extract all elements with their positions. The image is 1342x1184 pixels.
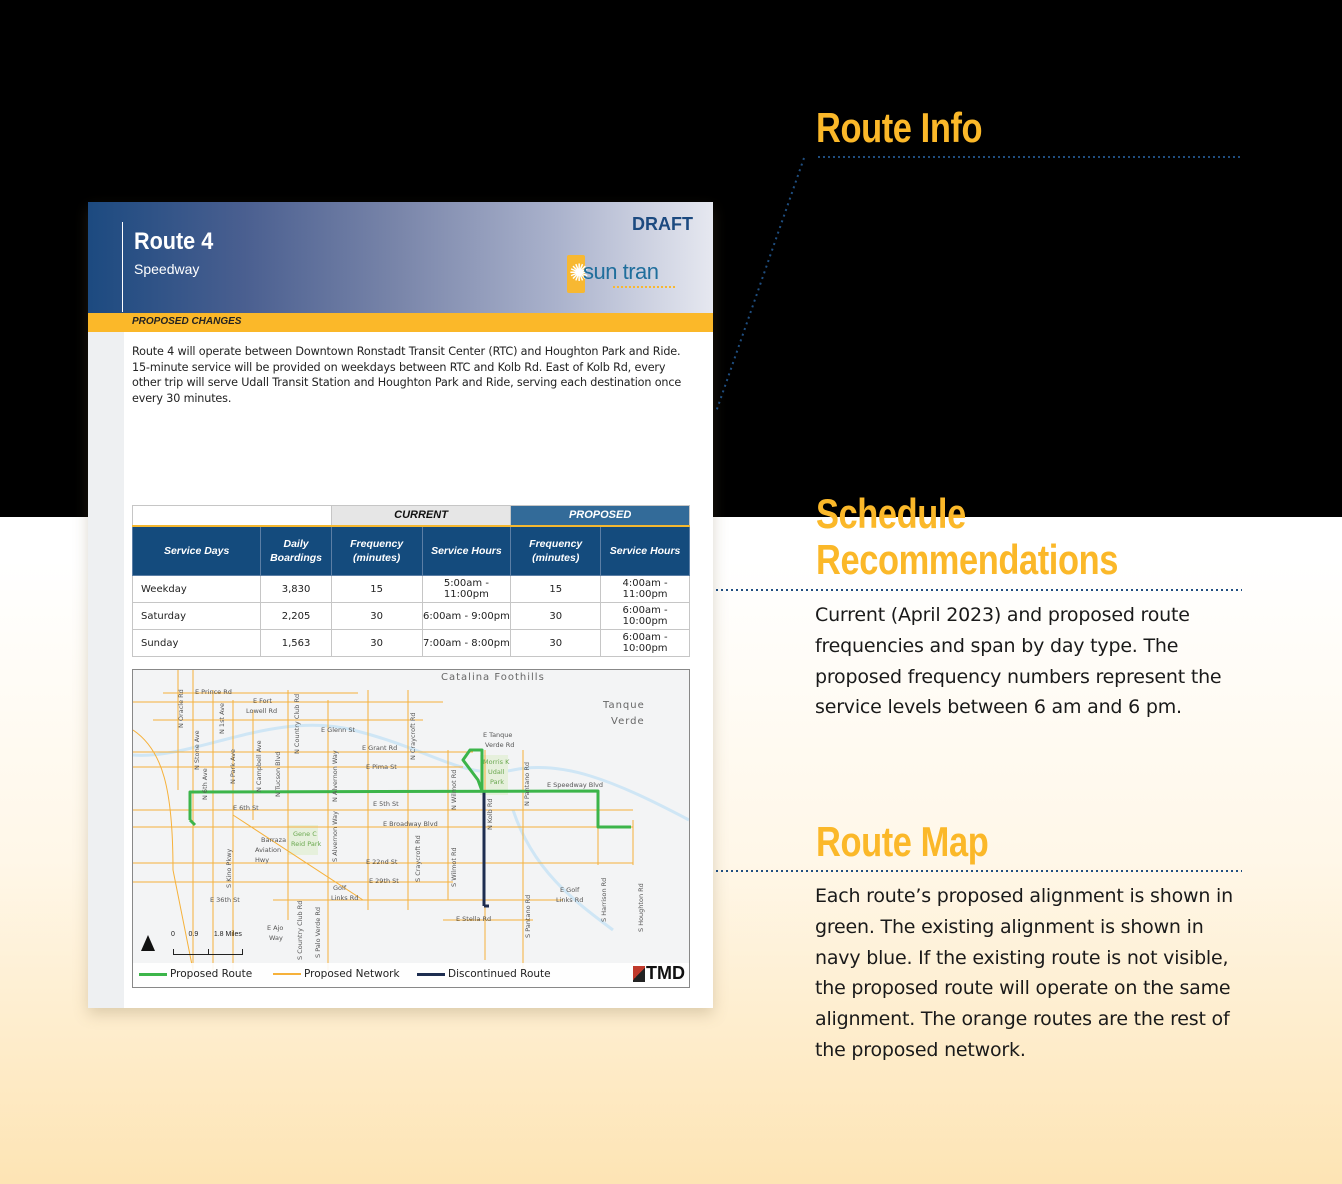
- area-label: Catalina Foothills: [441, 672, 545, 683]
- street-label: S Wilmot Rd: [450, 847, 458, 887]
- route-map: [132, 669, 690, 988]
- route-title: Route 4: [134, 228, 214, 255]
- street-label: N Pantano Rd: [523, 762, 531, 806]
- group-current: CURRENT: [331, 506, 510, 526]
- park-label: Reid Park: [291, 840, 322, 848]
- cell: 15: [511, 576, 601, 603]
- route-description: Route 4 will operate between Downtown Ronstadt Transit Center (RTC) and Houghton Park and Ride. 15-minute service will be provided on weekdays between RTC and Kolb Rd. East of Kolb Rd, every other trip will serve Udall Transit Station and Houghton Park and Ride, serving each destination once every 30 minutes.: [132, 345, 682, 405]
- cell: 1,563: [261, 630, 332, 657]
- street-label: N Alvernon Way: [331, 750, 339, 802]
- col-service-days: Service Days: [133, 526, 261, 576]
- street-label: E 22nd St: [366, 858, 398, 866]
- cell: 3,830: [261, 576, 332, 603]
- route-subtitle: Speedway: [134, 261, 200, 277]
- street-label: E Golf: [560, 886, 580, 894]
- area-label: Verde: [611, 716, 645, 727]
- cell: 5:00am - 11:00pm: [422, 576, 511, 603]
- street-label: S Palo Verde Rd: [314, 907, 322, 958]
- park-label: Gene C: [293, 830, 317, 838]
- cell: 6:00am - 9:00pm: [422, 603, 511, 630]
- tmd-mark-icon: [633, 966, 645, 982]
- table-row: [133, 603, 690, 630]
- legend-swatch: [139, 973, 167, 976]
- street-label: N 1st Ave: [218, 703, 226, 734]
- street-label: E 36th St: [210, 896, 240, 904]
- street-label: N Campbell Ave: [255, 740, 263, 792]
- tmd-logo: TMD: [633, 963, 685, 984]
- cell: 6:00am - 10:00pm: [601, 630, 690, 657]
- col-proposed-hours: Service Hours: [601, 526, 690, 576]
- street-label: Lowell Rd: [246, 707, 278, 715]
- street-label: Hwy: [255, 856, 270, 864]
- legend-proposed-route: Proposed Route: [139, 968, 252, 980]
- col-proposed-frequency: Frequency (minutes): [511, 526, 601, 576]
- street-label: E Broadway Blvd: [383, 820, 438, 828]
- street-label: N Oracle Rd: [177, 689, 185, 728]
- route-info-connector: [712, 150, 822, 420]
- street-label: E Speedway Blvd: [547, 781, 603, 789]
- table-row: [133, 630, 690, 657]
- street-label: Verde Rd: [485, 741, 515, 749]
- scale-bar: [173, 949, 243, 955]
- sun-tran-logo: [563, 252, 683, 294]
- park-label: Park: [490, 778, 505, 786]
- route-document-page: [88, 202, 713, 1008]
- street-label: N Craycroft Rd: [409, 712, 417, 760]
- north-arrow-icon: [141, 935, 155, 951]
- column-header-row: [133, 526, 690, 576]
- cell: 15: [331, 576, 422, 603]
- street-label: N Kolb Rd: [486, 798, 494, 830]
- page-margin-strip: [88, 332, 124, 1008]
- cell: 30: [511, 630, 601, 657]
- legend-swatch: [417, 973, 445, 976]
- col-daily-boardings: Daily Boardings: [261, 526, 332, 576]
- cell: 7:00am - 8:00pm: [422, 630, 511, 657]
- street-label: E Ajo: [267, 924, 284, 932]
- street-label: N Stone Ave: [193, 730, 201, 770]
- route-info-leader-line: [818, 156, 1242, 158]
- street-label: E Glenn St: [321, 726, 355, 734]
- street-label: S Craycroft Rd: [414, 835, 422, 882]
- street-label: E 5th St: [373, 800, 399, 808]
- street-label: E 6th St: [233, 804, 259, 812]
- route-map-title: Route Map: [816, 818, 989, 865]
- street-label: S Houghton Rd: [637, 883, 645, 932]
- street-label: S Alvernon Way: [331, 811, 339, 862]
- cell: 30: [331, 630, 422, 657]
- draft-badge: DRAFT: [632, 214, 693, 234]
- street-label: Golf: [333, 884, 347, 892]
- street-label: S Harrison Rd: [600, 877, 608, 922]
- map-legend: [133, 963, 689, 987]
- street-label: S Pantano Rd: [524, 894, 532, 938]
- cell: 4:00am - 11:00pm: [601, 576, 690, 603]
- street-label: Way: [269, 934, 283, 942]
- legend-discontinued-route: Discontinued Route: [417, 968, 551, 980]
- street-label: N 6th Ave: [201, 768, 209, 800]
- route-map-leader-line: [716, 870, 1242, 872]
- cell: Sunday: [133, 630, 261, 657]
- street-label: S Kino Pkwy: [225, 848, 233, 888]
- street-label: N Tucson Blvd: [274, 751, 282, 797]
- street-label: Links Rd: [331, 894, 359, 902]
- proposed-changes-bar: [88, 313, 713, 332]
- schedule-leader-line: [716, 589, 1242, 591]
- logo-text: sun tran: [583, 259, 659, 284]
- street-label: E Pima St: [366, 763, 397, 771]
- group-empty: [133, 506, 332, 526]
- cell: 30: [511, 603, 601, 630]
- street-label: E 29th St: [369, 877, 399, 885]
- street-label: E Grant Rd: [362, 744, 398, 752]
- street-label: Aviation: [255, 846, 282, 854]
- route-info-title: Route Info: [816, 104, 983, 151]
- scale-labels: 0 0.9 1.8 Miles: [171, 931, 242, 938]
- street-label: N Country Club Rd: [293, 693, 301, 754]
- route-map-description: Each route’s proposed alignment is shown in green. The existing alignment is shown in navy blue. If the existing route is not visible, the proposed route will operate on the same alignment. The orange routes are the rest of the proposed network.: [815, 885, 1233, 1061]
- cell: Weekday: [133, 576, 261, 603]
- group-proposed: PROPOSED: [511, 506, 690, 526]
- legend-proposed-network: Proposed Network: [273, 968, 400, 980]
- area-label: Tanque: [603, 700, 645, 711]
- cell: 2,205: [261, 603, 332, 630]
- schedule-description: Current (April 2023) and proposed route frequencies and span by day type. The proposed frequency numbers represent the service levels between 6 am and 6 pm.: [815, 604, 1222, 719]
- table-row: [133, 576, 690, 603]
- logo-dots: [613, 286, 675, 288]
- cell: 30: [331, 603, 422, 630]
- legend-swatch: [273, 973, 301, 975]
- street-label: E Tanque: [483, 731, 513, 739]
- street-label: N Park Ave: [229, 749, 237, 784]
- schedule-table: [132, 505, 690, 657]
- col-current-hours: Service Hours: [422, 526, 511, 576]
- street-label: Barraza: [261, 836, 287, 844]
- street-label: E Fort: [253, 697, 272, 705]
- route-header: [88, 202, 713, 313]
- sunburst-icon: ✺: [569, 259, 590, 287]
- street-label: E Stella Rd: [456, 915, 492, 923]
- cell: Saturday: [133, 603, 261, 630]
- schedule-title-line2: Recommendations: [816, 536, 1118, 583]
- map-scale: [139, 931, 269, 961]
- cell: 6:00am - 10:00pm: [601, 603, 690, 630]
- park-label: Udall: [488, 768, 505, 776]
- schedule-title-line1: Schedule: [816, 490, 966, 537]
- park-label: Morris K: [483, 758, 510, 766]
- col-current-frequency: Frequency (minutes): [331, 526, 422, 576]
- street-label: N Wilmot Rd: [450, 769, 458, 810]
- street-label: S Country Club Rd: [296, 900, 304, 960]
- section-label: PROPOSED CHANGES: [132, 316, 242, 327]
- street-label: Links Rd: [556, 896, 584, 904]
- street-label: E Prince Rd: [195, 688, 232, 696]
- group-header-row: [133, 506, 690, 526]
- header-divider: [122, 222, 123, 312]
